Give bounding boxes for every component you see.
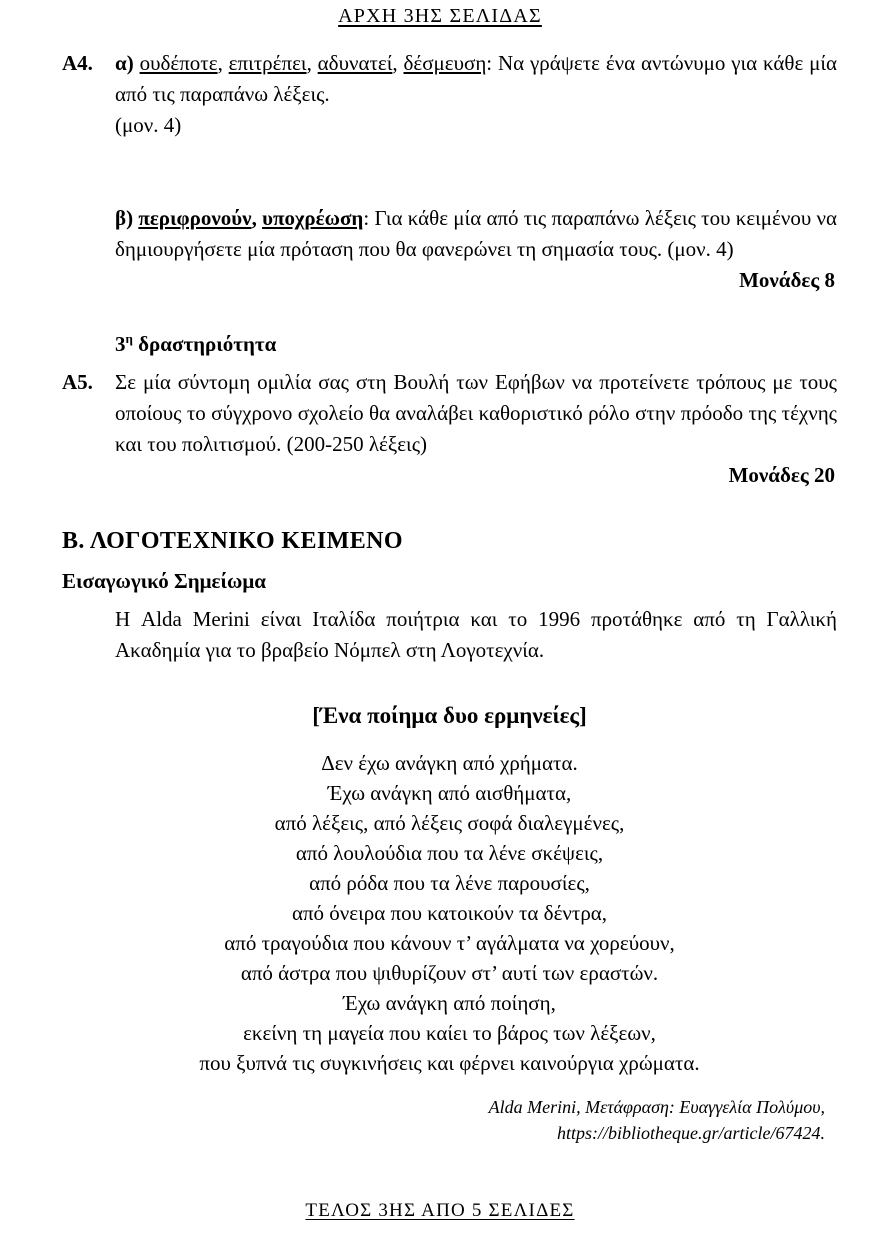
poem-line: από λέξεις, από λέξεις σοφά διαλεγμένες, — [274, 811, 625, 835]
gap-before-activity-3 — [62, 295, 837, 329]
part-b-colon: : — [363, 206, 375, 230]
part-a-word-3: αδυνατεί — [317, 51, 393, 75]
poem-line: Δεν έχω ανάγκη από χρήματα. — [321, 751, 578, 775]
poem-line: εκείνη τη μαγεία που καίει το βάρος των λέξεων, — [243, 1021, 656, 1045]
section-b-intro: Η Alda Merini είναι Ιταλίδα ποιήτρια και το 1996 προτάθηκε από τη Γαλλική Ακαδημία για το βραβείο Νόμπελ στη Λογοτεχνία. — [115, 607, 837, 662]
part-a-word-2: επιτρέπει — [228, 51, 307, 75]
poem-line: από λουλούδια που τα λένε σκέψεις, — [295, 841, 604, 865]
activity-3-number: 3 — [115, 332, 126, 356]
question-a4 — [62, 48, 837, 110]
activity-3-word: δραστηριότητα — [132, 332, 277, 356]
gap-before-section-b — [62, 490, 837, 524]
sep-1: , — [217, 51, 229, 75]
gap-after-activity-3-heading — [62, 359, 837, 367]
part-a-marker: α) — [115, 51, 134, 75]
part-b-word-1: περιφρονούν — [138, 206, 252, 230]
sep-3: , — [392, 51, 404, 75]
activity-3-heading — [115, 329, 837, 359]
poem-line: Έχω ανάγκη από ποίηση, — [343, 991, 556, 1015]
sep-2: , — [306, 51, 318, 75]
sep-b-1: , — [251, 206, 263, 230]
part-a-word-4: δέσμευση — [403, 51, 487, 75]
question-a4-label: Α4. — [62, 51, 93, 75]
poem-line: που ξυπνά τις συγκινήσεις και φέρνει καινούργια χρώματα. — [199, 1051, 700, 1075]
page-header — [0, 5, 880, 28]
activity-3-ordinal-suffix: η — [125, 331, 133, 346]
poem-line: Έχω ανάγκη από αισθήματα, — [327, 781, 572, 805]
part-b-word-2: υποχρέωση — [262, 206, 364, 230]
a4-marks: Μονάδες 8 — [739, 268, 835, 292]
part-b-marker: β) — [115, 206, 134, 230]
part-a-prompt: Να γράψετε ένα αντώνυμο για κάθε μία από τις παραπάνω λέξεις. — [115, 51, 838, 106]
poem-line: από ρόδα που τα λένε παρουσίες, — [309, 871, 590, 895]
question-a5-label: Α5. — [62, 370, 93, 394]
question-a4-part-a-body — [115, 48, 837, 110]
poem-title: [Ένα ποίημα δυο ερμηνείες] — [312, 703, 587, 728]
poem-line: από τραγούδια που κάνουν τ’ αγάλματα να χορεύουν, — [224, 931, 675, 955]
part-a-points-note-line — [115, 110, 837, 141]
gap-after-poem-title — [62, 732, 837, 748]
poem-attribution — [62, 1094, 837, 1146]
page-header-text: ΑΡΧΗ 3ΗΣ ΣΕΛΙΔΑΣ — [338, 5, 542, 27]
page-footer-text: ΤΕΛΟΣ 3ΗΣ ΑΠΟ 5 ΣΕΛΙΔΕΣ — [305, 1200, 575, 1221]
part-b-prompt: Για κάθε μία από τις παραπάνω λέξεις του κειμένου να δημιουργήσετε μία πρόταση που θα φανερώνει τη σημασία τους. (μον. 4) — [115, 206, 838, 261]
part-a-points-note: (μον. 4) — [115, 113, 182, 137]
question-a5 — [62, 367, 837, 460]
poem-line: από άστρα που ψιθυρίζουν στ’ αυτί των εραστών. — [240, 961, 659, 985]
gap-after-part-a — [62, 141, 837, 203]
question-a4-part-b-body — [115, 203, 837, 265]
page-content — [62, 48, 837, 1146]
a5-marks: Μονάδες 20 — [728, 463, 835, 487]
gap-after-section-b-subtitle — [62, 596, 837, 604]
gap-after-section-b-title — [62, 558, 837, 566]
section-b-title: Β. ΛΟΓΟΤΕΧΝΙΚΟ ΚΕΙΜΕΝΟ — [62, 528, 403, 554]
gap-before-poem — [62, 666, 837, 700]
poem-source-url[interactable]: https://bibliotheque.gr/article/67424. — [557, 1123, 825, 1143]
gap-before-attribution — [62, 1078, 837, 1094]
section-b-subtitle: Εισαγωγικό Σημείωμα — [62, 569, 266, 593]
poem-line: από όνειρα που κατοικούν τα δέντρα, — [291, 901, 608, 925]
part-a-word-1: ουδέποτε — [139, 51, 218, 75]
part-a-colon: : — [486, 51, 498, 75]
poem-body — [62, 748, 837, 1078]
poem-attribution-author: Alda Merini, Μετάφραση: Ευαγγελία Πολύμου, — [488, 1097, 825, 1117]
question-a5-body: Σε μία σύντομη ομιλία σας στη Βουλή των Εφήβων να προτείνετε τρόπους με τους οποίους το σύγχρονο σχολείο θα αναλάβει καθοριστικό ρόλο στην πρόοδο της τέχνης και του πολιτισμού. (200-250 λέξεις) — [115, 370, 837, 456]
page-footer — [0, 1200, 880, 1222]
